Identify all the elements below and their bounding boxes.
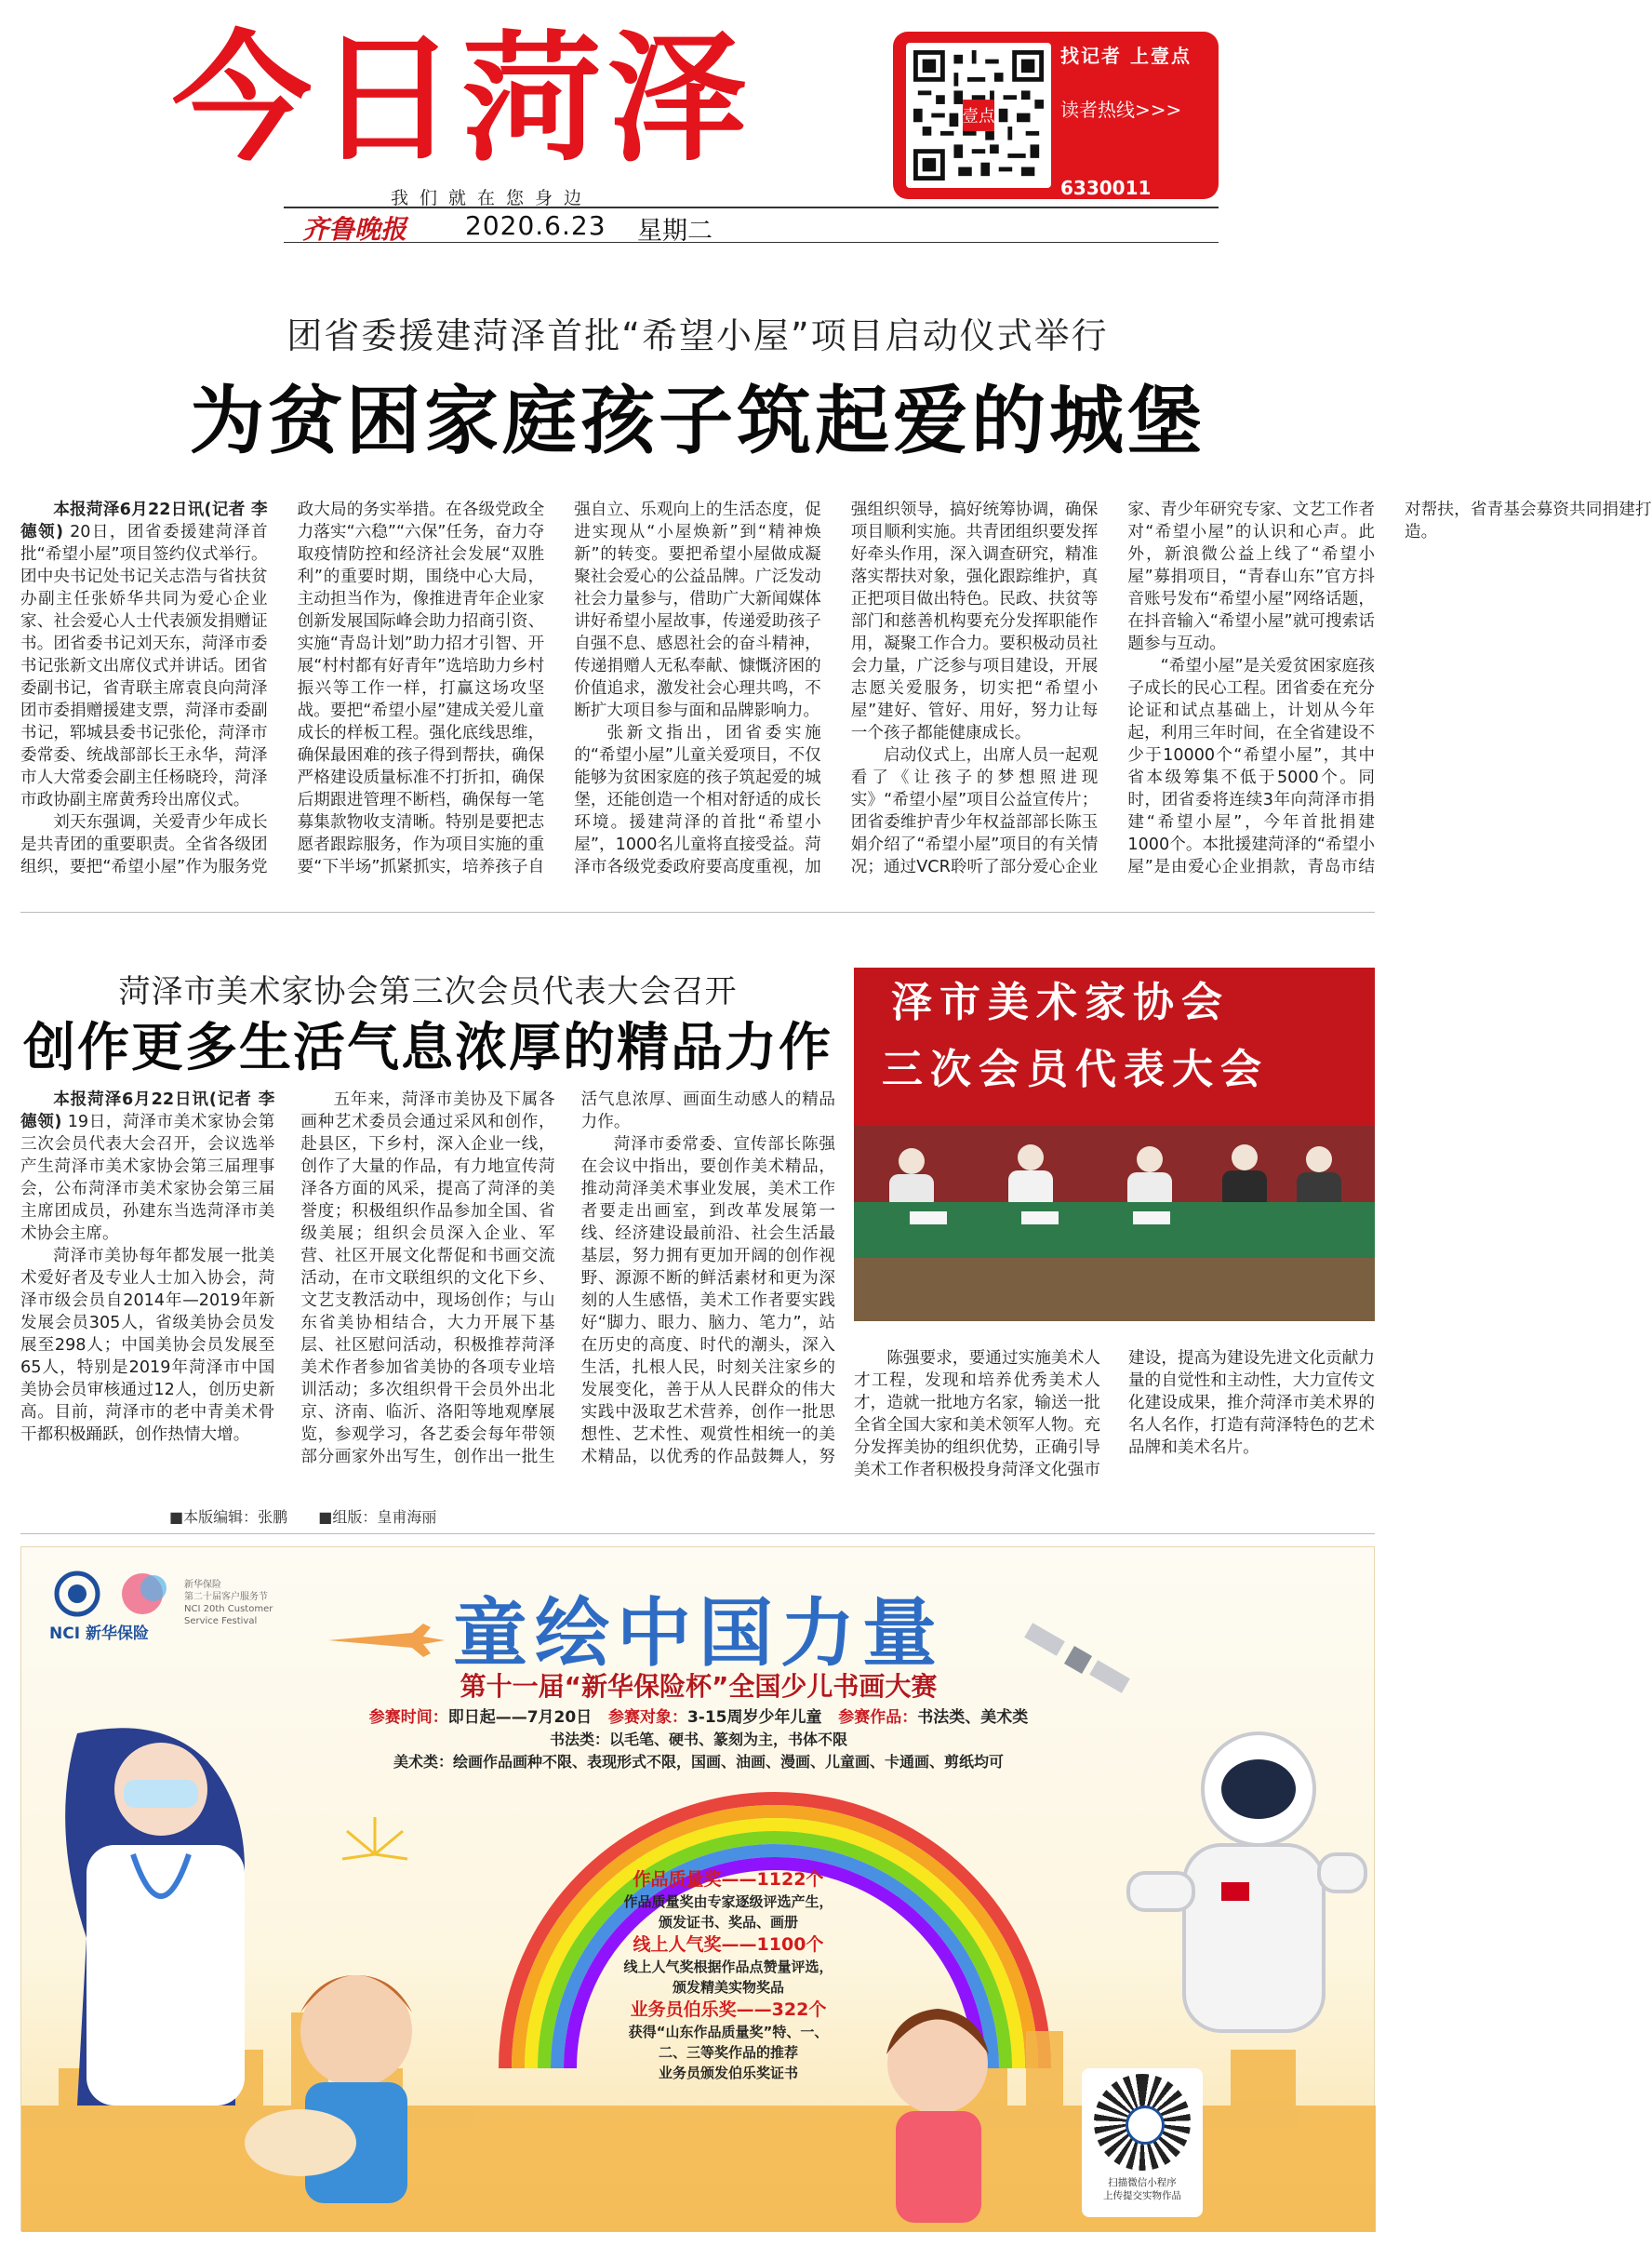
qr-caption: 扫描微信小程序 上传提交实物作品 <box>1103 2177 1181 2201</box>
masthead <box>0 0 1395 279</box>
article1-headline[interactable]: 为贫困家庭孩子筑起爱的城堡 <box>190 378 1206 464</box>
insurance-ad[interactable] <box>20 1546 1375 2231</box>
article1-paragraph: 本报菏泽6月22日讯(记者 李德领) 20日，团省委援建菏泽首批“希望小屋”项目签约仪式举行。团中央书记处书记关志浩与省扶贫办副主任张娇华共同为爱心企业家、社会爱心人士代表颁发捐赠证书。团省委书记刘天东，菏泽市委书记张新文出席仪式并讲话。团省委副书记，省青联主席袁良向菏泽团市委捐赠援建支票，菏泽市委副书记，郓城县委书记张伦，菏泽市委常委、统战部部长王永华，菏泽市人大常委会副主任杨晓玲，菏泽市政协副主席黄秀玲出席仪式。 <box>20 501 268 809</box>
article2-paragraph: 五年来，菏泽市美协及下属各画种艺术委员会通过采风和创作，赴县区，下乡村，深入企业一线，创作了大量的作品，有力地宣传菏泽各方面的风采，提高了菏泽的美誉度；积极组织作品参加全国、省级美展；组织会员深入企业、军营、社区开展文化帮促和书画交流活动，在市文联组织的文化下乡、文艺支教活动中，现场创作；与山东省美协相结合，大力开展下基层、社区慰问活动，积极推荐菏泽美术作者参加省美协的各项专业培训活动；多次组织骨干会员外出北京、济南、临沂、洛阳等地观摩展览，参观学习，各艺委会每年带领部分画家外出写生，创作出一批生活气息浓厚、画面生动感人的精品力作。 <box>300 1090 835 1466</box>
article2-paragraph: 菏泽市委常委、宣传部长陈强在会议中指出，要创作美术精品，推动菏泽美术事业发展，美术工作者要走出画室，到改革发展第一线、经济建设最前沿、社会生活最基层，努力拥有更加开阔的创作视野、源源不断的鲜活素材和更为深刻的人生感悟，美术工作者要实践好“脚力、眼力、脑力、笔力”，站在历史的高度、时代的潮头，深入生活，扎根人民，时刻关注家乡的发展变化，善于从人民群众的伟大实践中汲取艺术营养，创作一批思想性、艺术性、观赏性相统一的美术精品，以优秀的作品鼓舞人，努 <box>580 1135 835 1466</box>
doctor-figure <box>65 1728 245 2106</box>
qr-badge: 壹点 <box>962 107 995 127</box>
astronaut-figure <box>1128 1733 1366 2031</box>
ad-subtitle: 第十一届“新华保险杯”全国少儿书画大赛 <box>460 1671 938 1702</box>
article2-body-continued <box>854 1347 1375 1505</box>
section-divider <box>20 1533 1375 1534</box>
find-reporter-label: 找记者 上壹点 <box>1060 45 1192 67</box>
article2-paragraph: 陈强要求，要通过实施美术人才工程，发现和培养优秀美术人才，造就一批地方名家，输送一批全省全国大家和美术领军人物。充分发挥美协的组织优势，正确引导美术工作者积极投身菏泽文化强市建设，提高为建设先进文化贡献力量的自觉性和主动性，大力宣传文化建设成果，推介菏泽市美术界的名人名作，打造有菏泽特色的艺术品牌和美术名片。 <box>854 1349 1375 1479</box>
meeting-photo[interactable] <box>854 968 1375 1321</box>
article1-paragraph: 刘天东强调，关爱青少年成长是共青团的重要职责。全省各级团组织，要把“希望小屋”作为服务党政大局的务实举措。在各级党政全力落实“六稳”“六保”任务，奋力夺取疫情防控和经济社会发展“双胜利”的重要时期，围绕中心大局，主动担当作为，像推进青年企业家创新发展国际峰会助力招商引资、实施“青岛计划”助力招才引智、开展“村村都有好青年”选培助力乡村振兴等工作一样，打赢这场攻坚战。要把“希望小屋”建成关爱儿童成长的样板工程。强化底线思维，确保最困难的孩子得到帮扶，确保严格建设质量标准不打折扣，确保后期跟进管理不断档，确保每一笔募集款物收支清晰。特别是要把志愿者跟踪服务，作为项目实施的重要“下半场”抓紧抓实，培养孩子自强自立、乐观向上的生活态度，促进实现从“小屋焕新”到“精神焕新”的转变。要把希望小屋做成凝聚社会爱心的公益品牌。广泛发动社会力量参与，借助广大新闻媒体讲好希望小屋故事，传递爱助孩子自强不息、感恩社会的奋斗精神，传递捐赠人无私奉献、慷慨济困的价值追求，激发社会心理共鸣，不断扩大项目参与面和品牌影响力。 <box>20 501 821 876</box>
article1-paragraph: 启动仪式上，出席人员一起观看了《让孩子的梦想照进现实》“希望小屋”项目公益宣传片；团省委维护青少年权益部部长陈玉娟介绍了“希望小屋”项目的有关情况；通过VCR聆听了部分爱心企业家、青少年研究专家、文艺工作者对“希望小屋”的认识和心声。此外，新浪微公益上线了“希望小屋”募捐项目，“青春山东”官方抖音账号发布“希望小屋”网络话题，在抖音输入“希望小屋”就可搜索话题参与互动。 <box>850 501 1375 876</box>
photo-banner-line1: 泽市美术家协会 <box>891 979 1230 1026</box>
boy-figure <box>245 1975 412 2203</box>
article1-subtitle: 团省委援建菏泽首批“希望小屋”项目启动仪式举行 <box>286 315 1109 356</box>
calligraphy-rules: 书法类：以毛笔、硬书、篆刻为主，书体不限 <box>549 1731 847 1748</box>
mini-program-qr[interactable] <box>1082 2068 1203 2217</box>
qr-labels <box>1060 43 1209 201</box>
reader-hotline-panel <box>893 32 1219 199</box>
award-list: 作品质量奖——1122个 作品质量奖由专家逐级评选产生， 颁发证书、奖品、画册 线上人气奖——1100个 线上人气奖根据作品点赞量评选， 颁发精美实物奖品 业务员伯乐奖——322个 获得“山东作品质量奖”特、一、 二、三等奖作品的推荐 业务员颁发伯乐奖证书 <box>623 1869 833 2081</box>
article2-dateline: 本报菏泽6月22日讯(记者 李德领) <box>20 1090 275 1131</box>
slogan: 我们就在您身边 <box>391 188 593 208</box>
article1-dateline: 本报菏泽6月22日讯(记者 李德领) <box>20 501 268 541</box>
masthead-rule-bottom <box>284 242 1219 243</box>
article2-headline[interactable]: 创作更多生活气息浓厚的精品力作 <box>23 1018 833 1078</box>
layout-credit: ■组版：皇甫海丽 <box>318 1508 437 1526</box>
article2-paragraph: 菏泽市美协每年都发展一批美术爱好者及专业人士加入协会，菏泽市级会员自2014年—2019年新发展会员305人，省级美协会员发展至298人；中国美协会员发展至65人，特别是2019年菏泽市中国美协会员审核通过12人，创历史新高。目前，菏泽市的老中青美术骨干都积极踊跃，创作热情大增。 <box>20 1247 275 1444</box>
article1-paragraph: 张新文指出，团省委实施的“希望小屋”儿童关爱项目，不仅能够为贫困家庭的孩子筑起爱的城堡，还能创造一个相对舒适的成长环境。援建菏泽的首批“希望小屋”，1000名儿童将直接受益。菏泽市各级党委政府要高度重视，加强组织领导，搞好统筹协调，确保项目顺利实施。共青团组织要发挥好牵头作用，深入调查研究，精准落实帮扶对象，强化跟踪维护，真正把项目做出特色。民政、扶贫等部门和慈善机构要充分发挥职能作用，凝聚工作合力。要积极动员社会力量，广泛参与项目建设，开展志愿关爱服务，切实把“希望小屋”建好、管好、用好，努力让每一个孩子都能健康成长。 <box>574 501 1099 876</box>
section-divider <box>20 912 1375 913</box>
hotline-label: 读者热线>>> <box>1060 99 1182 121</box>
ad-title: 童绘中国力量 <box>453 1590 944 1677</box>
qr-code-icon <box>913 50 1044 180</box>
mini-program-code-icon <box>1094 2074 1191 2171</box>
festival-label: 新华保险 第二十届客户服务节 NCI 20th Customer Service Festival <box>184 1580 273 1626</box>
article2-subtitle: 菏泽市美术家协会第三次会员代表大会召开 <box>118 973 738 1010</box>
fireworks <box>342 1817 407 1859</box>
newspaper-title: 今日菏泽 <box>172 19 753 180</box>
issue-weekday: 星期二 <box>637 217 713 246</box>
issue-date: 2020.6.23 <box>465 210 606 241</box>
editor-credit: ■本版编辑：张鹏 <box>169 1508 288 1526</box>
nci-brand-name: NCI 新华保险 <box>49 1624 149 1643</box>
masthead-rule-top <box>284 207 1219 208</box>
article1-body <box>20 499 1652 889</box>
article1-paragraph: “希望小屋”是关爱贫困家庭孩子成长的民心工程。团省委在充分论证和试点基础上，计划从今年起，利用三年时间，在全省建设不少于10000个“希望小屋”，其中省本级筹集不低于5000个。同时，团省委将连续3年向菏泽市捐建“希望小屋”，今年首批捐建1000个。本批援建菏泽的“希望小屋”是由爱心企业捐款，青岛市结对帮扶，省青基会募资共同捐建打造。 <box>1127 501 1652 876</box>
paper-name: 齐鲁晚报 <box>302 214 407 245</box>
article2-body <box>20 1089 835 1489</box>
hotline-number[interactable]: 6330011 <box>1060 177 1152 199</box>
photo-banner-line2: 三次会员代表大会 <box>882 1046 1269 1093</box>
contest-info: 参赛时间：即日起——7月20日 参赛对象：3-15周岁少年儿童 参赛作品：书法类、美术类 <box>368 1708 1029 1727</box>
page-credits <box>169 1505 462 1527</box>
art-rules: 美术类：绘画作品画种不限、表现形式不限，国画、油画、漫画、儿童画、卡通画、剪纸均可 <box>393 1753 1004 1771</box>
article2-paragraph: 本报菏泽6月22日讯(记者 李德领) 19日，菏泽市美术家协会第三次会员代表大会召开，会议选举产生菏泽市美术家协会第三届理事会，公布菏泽市美术家协会第三届主席团成员，孙建东当选菏泽市美术协会主席。 <box>20 1090 275 1243</box>
qr-code[interactable] <box>906 43 1051 188</box>
